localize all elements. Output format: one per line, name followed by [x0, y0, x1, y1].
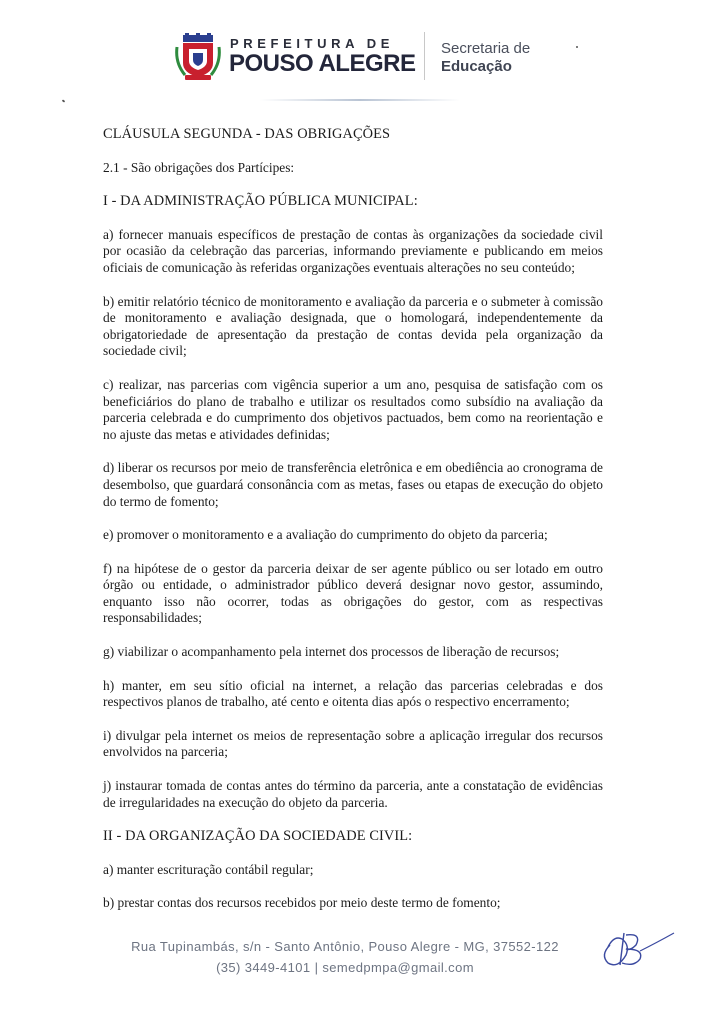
secretaria-label: Secretaria de — [441, 40, 531, 57]
signature-initials-icon — [596, 925, 678, 973]
coat-of-arms-icon — [175, 33, 221, 81]
header-divider — [424, 32, 425, 80]
scan-speck — [576, 46, 578, 48]
obligation-item: f) na hipótese de o gestor da parceria deixar de ser agente público ou ser lotado em outro órgão ou entidade, o administrador público deverá designar novo gestor, assumindo, enquanto isso não ocorrer, todas as obrigações do gestor, com as respectivas responsabilidades; — [103, 560, 603, 626]
obligation-item: i) divulgar pela internet os meios de representação sobre a aplicação irregular dos recursos envolvidos na parceria; — [103, 727, 603, 760]
obligation-item: h) manter, em seu sítio oficial na internet, a relação das parcerias celebradas e dos respectivos planos de trabalho, até cento e oitenta dias após o respectivo encerramento; — [103, 677, 603, 710]
clause-title: CLÁUSULA SEGUNDA - DAS OBRIGAÇÕES — [103, 126, 391, 142]
obligation-item: b) prestar contas dos recursos recebidos por meio deste termo de fomento; — [103, 895, 501, 911]
obligation-item: j) instaurar tomada de contas antes do término da parceria, ante a constatação de evidências de irregularidades na execução do objeto da parceria. — [103, 778, 603, 810]
footer-address: Rua Tupinambás, s/n - Santo Antônio, Pouso Alegre - MG, 37552-122 — [131, 939, 559, 954]
obligation-item: e) promover o monitoramento e a avaliação do cumprimento do objeto da parceria; — [103, 527, 548, 543]
letterhead — [0, 0, 724, 110]
prefeitura-label: PREFEITURA DE — [230, 36, 395, 51]
secretaria-department: Educação — [441, 58, 512, 75]
section-heading: II - DA ORGANIZAÇÃO DA SOCIEDADE CIVIL: — [103, 828, 413, 845]
footer-contact: (35) 3449-4101 | semedpmpa@gmail.com — [216, 960, 474, 975]
obligation-item: c) realizar, nas parcerias com vigência superior a um ano, pesquisa de satisfação com os beneficiários do plano de trabalho e utilizar os resultados como subsídio na avaliação da parceria celebrada e do cumprimento dos objetivos pactuados, bem como na reorientação e no ajuste das metas e atividades definidas; — [103, 376, 603, 442]
document-body — [103, 126, 603, 929]
obligation-item: g) viabilizar o acompanhamento pela internet dos processos de liberação de recursos; — [103, 644, 560, 660]
obligation-item: d) liberar os recursos por meio de transferência eletrônica e em obediência ao cronograma de desembolso, que guardará consonância com as metas, fases ou etapas de execução do objeto do termo de fomento; — [103, 460, 603, 509]
intro-text: 2.1 - São obrigações dos Partícipes: — [103, 159, 295, 175]
city-name: POUSO ALEGRE — [229, 50, 416, 77]
scan-speck — [62, 99, 66, 102]
obligation-item: a) fornecer manuais específicos de prestação de contas às organizações da sociedade civil por ocasião da celebração das parcerias, informando previamente e publicando em meios oficiais de comunicação às referidas organizações eventuais alterações no seu conteúdo; — [103, 226, 603, 275]
obligation-item: b) emitir relatório técnico de monitoramento e avaliação da parceria e o submeter à comissão de monitoramento e avaliação designada, que o homologará, independentemente da obrigatoriedade de apresentação da prestação de contas devida pela organização da sociedade civil; — [103, 293, 603, 359]
obligation-item: a) manter escrituração contábil regular; — [103, 861, 314, 877]
header-rule — [260, 99, 460, 101]
section-heading: I - DA ADMINISTRAÇÃO PÚBLICA MUNICIPAL: — [103, 193, 418, 210]
